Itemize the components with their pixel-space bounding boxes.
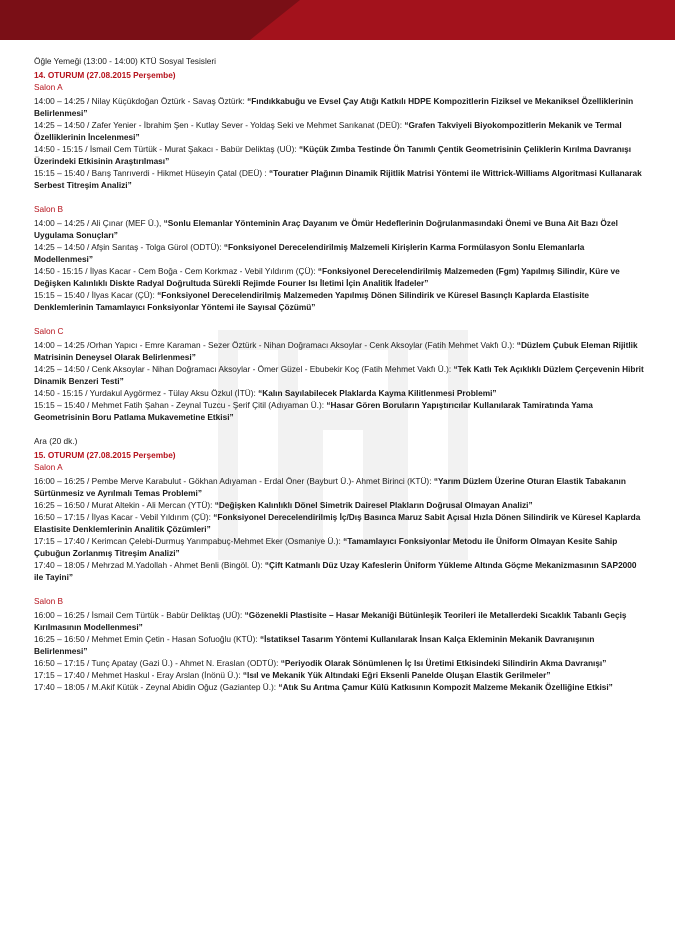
program-entry: 14:25 – 14:50 / Cenk Aksoylar - Nihan Doğramacı Aksoylar - Ömer Güzel - Ebubekir Koç (Fatih Mehmet Vakfı Ü.): “Tek Katlı Tek Açıklıklı Düzlem Çerçevenin Hibrit Dinamik Benzeri Testi” — [34, 364, 644, 386]
session-title: 15. OTURUM (27.08.2015 Perşembe) — [34, 450, 176, 460]
program-entry: 14:50 - 15:15 / İlyas Kacar - Cem Boğa - Cem Korkmaz - Vebil Yıldırım (ÇÜ): “Fonksiyonel Derecelendirilmiş Malzemeden (Fgm) Yapılmış Silindir, Küre ve Değişken Kalınlıklı Diskte Radyal Doğrultuda Sürekli Rejimde Fourıer Isı İletimi İçin Analitik İfadeler” — [34, 266, 620, 288]
program-entry: 15:15 – 15:40 / İlyas Kacar (ÇÜ): “Fonksiyonel Derecelendirilmiş Malzemeden Yapılmış Dönen Silindirik ve Küresel Basınçlı Kaplarda Elastisite Denklemlerinin Tamamlayıcı Fonksiyonlar Yöntemi ile Sayısal Çözümü” — [34, 290, 590, 312]
salon-heading: Salon C — [34, 326, 64, 336]
salon-heading: Salon A — [34, 462, 63, 472]
program-entry: 15:15 – 15:40 / Barış Tanrıverdi - Hikmet Hüseyin Çatal (DEÜ) : “Touratıer Plağının Dinamik Rijitlik Matrisi Yöntemi ile Wittrick-Williams Algoritmasi Kullanarak Serbest Titreşim Analizi” — [34, 168, 642, 190]
program-entry: 17:40 – 18:05 / Mehrzad M.Yadollah - Ahmet Benli (Bingöl. Ü): “Çift Katmanlı Düz Uzay Kafeslerin Üniform Yükleme Altında Göçme Mekanizmasının SAP2000 ile Tayini” — [34, 560, 637, 582]
program-entry: 14:25 – 14:50 / Afşin Sarıtaş - Tolga Gürol (ODTÜ): “Fonksiyonel Derecelendirilmiş Malzemeli Kirişlerin Karma Formülasyon Sonlu Elemanlarla Modellenmesi” — [34, 242, 585, 264]
program-entry: 15:15 – 15:40 / Mehmet Fatih Şahan - Zeynal Tuzcu - Şerif Çitil (Adıyaman Ü.): “Hasar Gören Boruların Yapıştırıcılar Kullanılarak Tamiratında Yama Geometrisinin Boru Patlama Mukavemetine Etkisi” — [34, 400, 593, 422]
salon-heading: Salon A — [34, 82, 63, 92]
program-entry: 16:00 – 16:25 / Pembe Merve Karabulut - Gökhan Adıyaman - Erdal Öner (Bayburt Ü.)- Ahmet Birinci (KTÜ): “Yarım Düzlem Üzerine Oturan Elastik Tabakanın Sürtünmesiz ve Ayrılmalı Temas Problemi” — [34, 476, 626, 498]
program-entry: 17:15 – 17:40 / Kerimcan Çelebi-Durmuş Yarımpabuç-Mehmet Eker (Osmaniye Ü.): “Tamamlayıcı Fonksiyonlar Metodu ile Üniform Olmayan Kesite Sahip Çubuğun Zorlanmış Titreşim Analizi” — [34, 536, 618, 558]
program-entry: 16:00 – 16:25 / İsmail Cem Türtük - Babür Deliktaş (UÜ): “Gözenekli Plastisite – Hasar Mekaniği Bütünleşik Teorileri ile Metallerdeki Sıcaklık Tabanlı Geçiş Kırılmasının Modellenmesi” — [34, 610, 627, 632]
program-entry: 14:00 – 14:25 /Orhan Yapıcı - Emre Karaman - Sezer Öztürk - Nihan Doğramacı Aksoylar - Cenk Aksoylar (Fatih Mehmet Vakfı Ü.): “Düzlem Çubuk Eleman Rijitlik Matrisinin Deneysel Olarak Belirlenmesi” — [34, 340, 638, 362]
break-note: Ara (20 dk.) — [34, 436, 78, 446]
program-entry: 14:25 – 14:50 / Zafer Yenier - İbrahim Şen - Kutlay Sever - Yoldaş Seki ve Mehmet Sarıkanat (DEÜ): “Grafen Takviyeli Biyokompozitlerin Mekanik ve Termal Özelliklerinin İncelenmesi” — [34, 120, 622, 142]
program-entry: 16:50 – 17:15 / Tunç Apatay (Gazi Ü.) - Ahmet N. Eraslan (ODTÜ): “Periyodik Olarak Sönümlenen İç Isı Üretimi Etkisindeki Silindirin Akma Davranışı” — [34, 658, 607, 668]
program-entry: 14:00 – 14:25 / Ali Çınar (MEF Ü.), “Sonlu Elemanlar Yönteminin Araç Dayanım ve Ömür Hedeflerinin Doğrulanmasındaki Önemi ve Buna Ait Bazı Özel Uygulama Sonuçları” — [34, 218, 618, 240]
program-entry: 14:50 - 15:15 / Yurdakul Aygörmez - Tülay Aksu Özkul (İTÜ): “Kalın Sayılabilecek Plaklarda Kayma Kilitlenmesi Problemi” — [34, 388, 497, 398]
program-entry: 14:00 – 14:25 / Nilay Küçükdoğan Öztürk - Savaş Öztürk: “Fındıkkabuğu ve Evsel Çay Atığı Katkılı HDPE Kompozitlerin Fiziksel ve Mekaniksel Özelliklerinin Belirlenmesi” — [34, 96, 634, 118]
program-entry: 14:50 - 15:15 / İsmail Cem Türtük - Murat Şakacı - Babür Deliktaş (UÜ): “Küçük Zımba Testinde Ön Tanımlı Çentik Geometrisinin Çeliklerin Kırılma Davranışı Üzerindeki Etkisinin Araştırılması” — [34, 144, 632, 166]
program-entry: 16:25 – 16:50 / Murat Altekin - Ali Mercan (YTÜ): “Değişken Kalınlıklı Dönel Simetrik Dairesel Plakların Doğrusal Olmayan Analizi” — [34, 500, 533, 510]
program-entry: 16:50 – 17:15 / İlyas Kacar - Vebil Yıldırım (ÇÜ): “Fonksiyonel Derecelendirilmiş İç/Dış Basınca Maruz Sabit Açısal Hızla Dönen Silindirik ve Küresel Kaplarda Elastisite Denklemlerinin Analitik Çözümleri” — [34, 512, 641, 534]
salon-heading: Salon B — [34, 204, 64, 214]
header-band — [0, 0, 675, 40]
program-entry: 16:25 – 16:50 / Mehmet Emin Çetin - Hasan Sofuoğlu (KTÜ): “İstatiksel Tasarım Yöntemi Kullanılarak İnsan Kalça Ekleminin Mekanik Davranışının Belirlenmesi” — [34, 634, 595, 656]
program-content — [34, 55, 644, 693]
program-entry: 17:40 – 18:05 / M.Akif Kütük - Zeynal Abidin Oğuz (Gaziantep Ü.): “Atık Su Arıtma Çamur Külü Katkısının Kompozit Malzeme Mekanik Özelliğine Etkisi” — [34, 682, 613, 692]
program-entry: 17:15 – 17:40 / Mehmet Haskul - Eray Arslan (İnönü Ü.): “Isıl ve Mekanik Yük Altındaki Eğri Eksenli Panelde Oluşan Elastik Gerilmeler” — [34, 670, 551, 680]
lunch-note: Öğle Yemeği (13:00 - 14:00) KTÜ Sosyal Tesisleri — [34, 56, 217, 66]
salon-heading: Salon B — [34, 596, 64, 606]
session-title: 14. OTURUM (27.08.2015 Perşembe) — [34, 70, 176, 80]
